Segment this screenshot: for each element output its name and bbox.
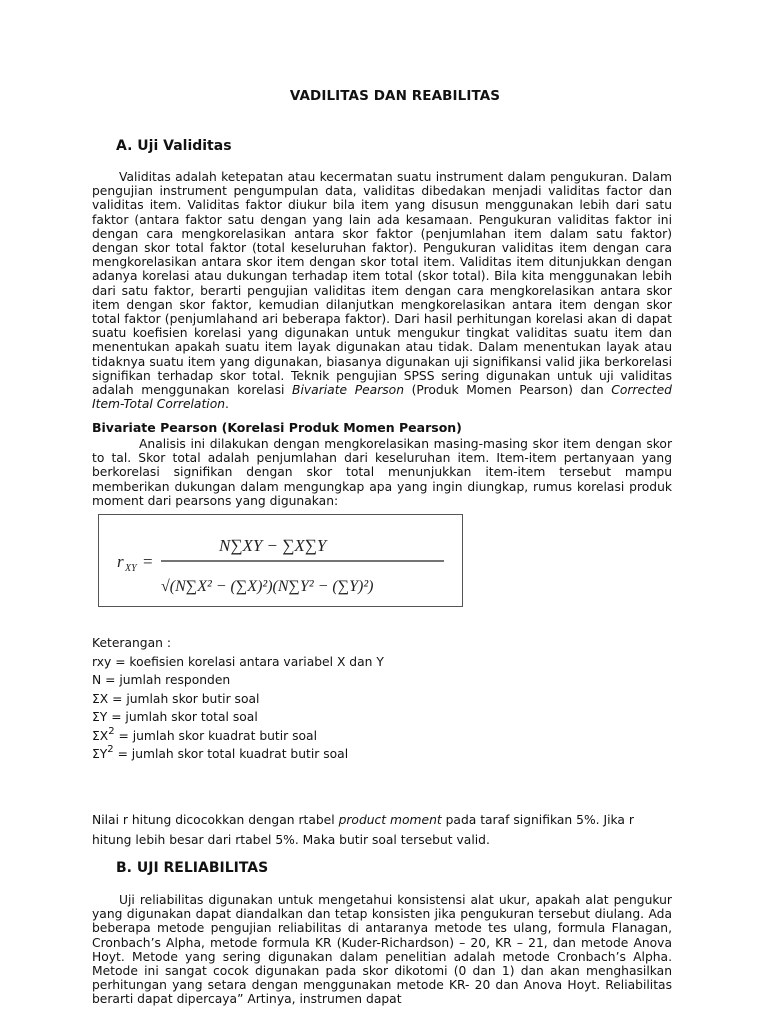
- section-b-paragraph: Uji reliabilitas digunakan untuk mengetahui konsistensi alat ukur, apakah alat pengukur yang digunakan dapat diandalkan dan tetap konsisten jika pengukuran tersebut diulang. Ada beberapa metode pengujian reliabilitas di antaranya metode tes ulang, formula Flanagan, Cronbach’s Alpha, metode formula KR (Kuder-Richardson) – 20, KR – 21, dan metode Anova Hoyt. Metode yang sering digunakan dalam penelitian adalah metode Cronbach’s Alpha. Metode ini sangat cocok digunakan pada skor dikotomi (0 dan 1) dan akan menghasilkan perhitungan yang setara dengan menggunakan metode KR- 20 dan Anova Hoyt. Reliabilitas berarti dapat dipercaya” Artinya, instrumen dapat: [92, 893, 672, 1007]
- bivariate-heading: Bivariate Pearson (Korelasi Produk Momen Pearson): [92, 420, 462, 435]
- keterangan-list: [92, 634, 384, 764]
- list-item: rxy = koefisien korelasi antara variabel X dan Y: [92, 654, 384, 669]
- list-item: ΣX = jumlah skor butir soal: [92, 691, 260, 706]
- definition: = jumlah skor kuadrat butir soal: [114, 728, 318, 743]
- paragraph-text: Validitas adalah ketepatan atau kecermatan suatu instrument dalam pengukuran. Dalam pengujian instrument pengumpulan data, validitas dibedakan menjadi validitas factor dan validitas item. Validitas faktor diukur bila item yang disusun menggunakan lebih dari satu faktor (antara faktor satu dengan yang lain ada kesamaan. Pengukuran validitas faktor ini dengan cara mengkorelasikan antara skor faktor (penjumlahan item dalam satu faktor) dengan skor total faktor (total keseluruhan faktor). Pengukuran validitas item dengan cara mengkorelasikan antara skor item dengan skor total item. Validitas item ditunjukkan dengan adanya korelasi atau dukungan terhadap item total (skor total). Bila kita menggunakan lebih dari satu faktor, berarti pengujian validitas item dengan cara mengkorelasikan antara skor item dengan skor faktor, kemudian dilanjutkan mengkorelasikan antara item dengan skor total faktor (penjumlahand ari beberapa faktor). Dari hasil perhitungan korelasi akan di dapat suatu koefisien korelasi yang digunakan untuk mengukur tingkat validitas suatu item dan menentukan apakah suatu item layak digunakan atau tidak. Dalam menentukan layak atau tidaknya suatu item yang digunakan, biasanya digunakan uji signifikansi valid jika berkorelasi signifikan terhadap skor total. Teknik pengujian SPSS sering digunakan untuk uji validitas adalah menggunakan korelasi: [92, 170, 672, 398]
- svg-text:=: =: [143, 552, 153, 571]
- formula-numerator: N∑XY − ∑X∑Y: [219, 536, 327, 555]
- italic-term: Corrected Item-Total Correlation: [92, 383, 672, 412]
- italic-term: Bivariate Pearson: [292, 383, 404, 398]
- list-item: [92, 745, 384, 764]
- keterangan-label: Keterangan :: [92, 636, 171, 650]
- formula-lhs: r: [117, 552, 124, 571]
- paragraph-text: (Produk Momen Pearson) dan: [404, 383, 612, 398]
- symbol: ΣX: [92, 728, 109, 743]
- superscript: 2: [107, 744, 114, 755]
- section-a-heading: A. Uji Validitas: [116, 138, 232, 154]
- note-text: Nilai r hitung dicocokkan dengan rtabel: [92, 813, 339, 827]
- section-a-paragraph: [92, 170, 672, 411]
- symbol: ΣY: [92, 747, 108, 761]
- formula-denominator: √(N∑X² − (∑X)²)(N∑Y² − (∑Y)²): [161, 578, 374, 595]
- list-item: ΣY = jumlah skor total soal: [92, 710, 258, 724]
- document-title: VADILITAS DAN REABILITAS: [289, 88, 501, 104]
- list-item: N = jumlah responden: [92, 673, 231, 687]
- conclusion-note: [92, 810, 672, 850]
- formula-lhs-sub: XY: [125, 563, 137, 574]
- bivariate-paragraph: Analisis ini dilakukan dengan mengkorelasikan masing-masing skor item dengan skor to tal. Skor total adalah penjumlahan dari keseluruhan item. Item-item pertanyaan yang berkorelasi signifikan dengan skor total menunjukkan item-item tersebut mampu memberikan dukungan dalam mengungkap apa yang ingin diungkap, rumus korelasi produk moment dari pearsons yang digunakan:: [92, 437, 672, 508]
- pearson-formula: [99, 515, 464, 608]
- list-item: [92, 727, 384, 746]
- formula-box: [98, 514, 463, 607]
- definition: = jumlah skor total kuadrat butir soal: [113, 747, 349, 761]
- section-b-heading: B. UJI RELIABILITAS: [116, 860, 269, 876]
- superscript: 2: [108, 725, 115, 737]
- note-text: pada taraf signifikan 5%. Jika r hitung lebih besar dari rtabel 5%. Maka butir soal tersebut valid.: [92, 813, 634, 847]
- paragraph-text: .: [225, 397, 229, 412]
- italic-term: product moment: [338, 813, 442, 827]
